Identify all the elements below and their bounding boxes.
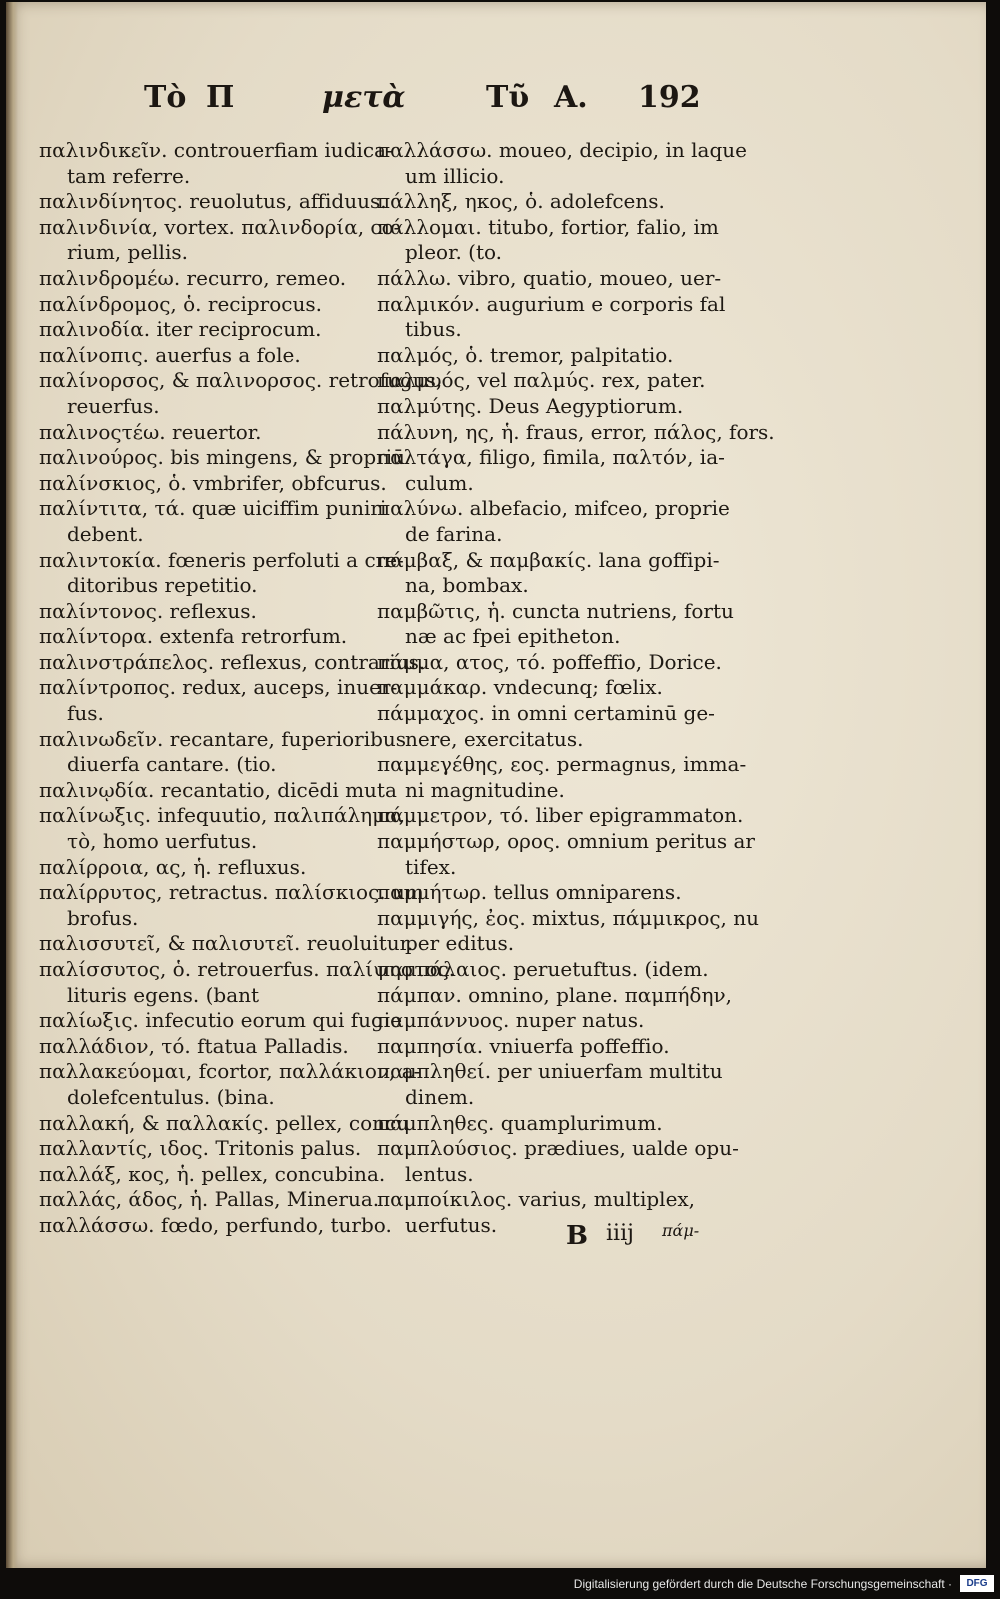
- entry-headline: παμμεγέθης, εος. permagnus, imma-: [377, 752, 747, 777]
- entry-headline: παλτάγα, filigo, fimila, παλτόν, ia-: [377, 445, 725, 470]
- header-left-word-2: Π: [206, 80, 235, 115]
- entry-headline: παλίνσκιος, ὁ. vmbrifer, obfcurus.: [39, 470, 387, 495]
- dictionary-entry: [39, 138, 393, 189]
- dictionary-entry: [39, 214, 401, 266]
- entry-continuation: na, bombax.: [405, 573, 529, 598]
- dictionary-entry: [39, 292, 379, 318]
- entry-headline: παλλάδιον, τό. ftatua Palladis.: [39, 1033, 349, 1058]
- entry-continuation: um illicio.: [405, 163, 505, 188]
- dictionary-entry: [39, 1034, 379, 1060]
- entry-headline: παλίνδρομος, ὁ. reciprocus.: [39, 291, 322, 316]
- entry-headline: παλμυός, vel παλμύς. rex, pater.: [377, 368, 706, 393]
- header-left-word-1: Τὸ: [144, 80, 187, 115]
- dictionary-entry: [377, 649, 722, 676]
- dictionary-entry: [39, 726, 407, 778]
- entry-continuation: ni magnitudine.: [405, 777, 565, 802]
- entry-headline: παλμύτης. Deus Aegyptiorum.: [377, 393, 684, 418]
- dictionary-entry: [377, 829, 755, 880]
- entry-continuation: uerfutus.: [405, 1212, 498, 1237]
- entry-headline: παλίσσυτος, ὁ. retrouerfus. παλίψηστος.: [39, 957, 456, 981]
- entry-continuation: næ ac fpei epitheton.: [405, 624, 621, 649]
- dfg-logo: DFG: [960, 1575, 994, 1592]
- entry-headline: πάλλω. vibro, quatio, moueo, uer-: [377, 265, 722, 290]
- dictionary-entry: [39, 880, 424, 931]
- entry-headline: πάμμαχος. in omni certaminū ge-: [377, 701, 715, 726]
- dictionary-entry: [39, 368, 443, 419]
- dictionary-entry: [39, 1161, 386, 1188]
- entry-headline: πάμπαν. omnino, plane. παμπήδην,: [377, 982, 732, 1007]
- dictionary-entry: [39, 777, 397, 804]
- entry-headline: παλινωδεῖν. recantare, fuperioribus: [39, 726, 407, 751]
- entry-headline: παμμήστωρ, ορος. omnium peritus ar: [377, 829, 755, 854]
- entry-headline: παλισσυτεῖ, & παλισυτεῖ. reuoluitur.: [39, 931, 414, 956]
- dictionary-entry: [39, 803, 406, 854]
- entry-headline: παλμός, ὁ. tremor, palpitatio.: [377, 342, 674, 367]
- dictionary-entry: [377, 803, 744, 829]
- dictionary-entry: [377, 880, 717, 906]
- dictionary-entry: [377, 215, 717, 266]
- dictionary-entry: [39, 1008, 403, 1034]
- entry-continuation: debent.: [67, 521, 144, 546]
- entry-continuation: tam referre.: [67, 163, 191, 188]
- dictionary-entry: [377, 138, 747, 189]
- dictionary-entry: [39, 1110, 410, 1137]
- dictionary-entry: [377, 675, 717, 701]
- entry-headline: παλίντροπος. redux, auceps, inuer-: [39, 675, 398, 700]
- signature-mark-letter: B: [566, 1221, 588, 1251]
- entry-headline: παμπάλαιος. peruetuftus. (idem.: [377, 957, 709, 981]
- entry-continuation: lentus.: [405, 1161, 474, 1186]
- entry-headline: παλινδρομέω. recurro, remeo.: [39, 265, 347, 290]
- dictionary-entry: [39, 931, 414, 957]
- signature-mark-number: iiij: [606, 1221, 634, 1246]
- dictionary-entry: [39, 317, 379, 343]
- entry-headline: παμπληθεί. per uniuerfam multitu: [377, 1059, 723, 1084]
- entry-headline: παλίνορσος, & παλινορσος. retrofugus,: [39, 368, 443, 393]
- entry-continuation: dinem.: [405, 1084, 475, 1109]
- entry-headline: παλίντορα. extenfa retrorfum.: [39, 624, 348, 649]
- entry-headline: παλλάσσω. fœdo, perfundo, turbo.: [39, 1212, 392, 1237]
- dictionary-entry: [377, 1111, 717, 1137]
- dictionary-entry: [377, 445, 725, 496]
- entry-headline: πάλλομαι. titubo, fortior, falio, im: [377, 214, 719, 239]
- entry-headline: παλύνω. albefacio, mifceo, proprie: [377, 496, 730, 521]
- entry-headline: παλίνοπις. auerfus a fole.: [39, 342, 301, 367]
- entry-headline: παλλάσσω. moueo, decipio, in laque: [377, 138, 747, 162]
- dictionary-entry: [377, 1008, 717, 1034]
- dictionary-entry: [377, 982, 732, 1009]
- entry-continuation: tifex.: [405, 854, 457, 879]
- page-gutter-shadow: [6, 2, 18, 1568]
- dictionary-entry: [377, 547, 720, 599]
- entry-headline: παλινοδία. iter reciprocum.: [39, 317, 322, 342]
- entry-headline: παλινοςτέω. reuertor.: [39, 419, 262, 444]
- dictionary-entry: [39, 496, 387, 547]
- entry-headline: παλλαντίς, ιδος. Tritonis palus.: [39, 1136, 362, 1161]
- dictionary-entry: [377, 496, 730, 547]
- entry-headline: παλινδινία, vortex. παλινδορία, co-: [39, 214, 401, 239]
- entry-headline: παλίντιτα, τά. quæ uiciffim puniri: [39, 496, 387, 521]
- entry-headline: παμπάννυος. nuper natus.: [377, 1008, 645, 1033]
- dictionary-entry: [39, 266, 379, 292]
- entry-headline: πάλληξ, ηκος, ὁ. adolefcens.: [377, 189, 665, 214]
- dictionary-entry: [39, 189, 387, 215]
- entry-continuation: de farina.: [405, 521, 503, 546]
- entry-headline: παμπλούσιος. prædiues, ualde opu-: [377, 1136, 739, 1161]
- dictionary-entry: [377, 394, 717, 420]
- dictionary-entry: [39, 420, 379, 446]
- entry-headline: παμμιγής, ἐος. mixtus, πάμμικρος, nu: [377, 905, 760, 930]
- entry-headline: παμμήτωρ. tellus omniparens.: [377, 880, 682, 905]
- dictionary-entry: [377, 752, 747, 803]
- entry-headline: παλινδικεῖν. controuerfiam iudica-: [39, 138, 393, 162]
- entry-headline: παλλακή, & παλλακίς. pellex, concu: [39, 1110, 410, 1135]
- entry-continuation: brofus.: [67, 905, 139, 930]
- entry-continuation: τὸ, homo uerfutus.: [67, 829, 258, 854]
- entry-headline: παλλακεύομαι, fcortor, παλλάκιον, a-: [39, 1059, 421, 1084]
- entry-headline: παλίωξις. infecutio eorum qui fugie: [39, 1008, 403, 1033]
- entry-continuation: culum.: [405, 470, 474, 495]
- book-page: [6, 2, 986, 1568]
- entry-headline: παλινδίνητος. reuolutus, affiduus.: [39, 189, 387, 214]
- entry-headline: παλλάξ, κος, ἡ. pellex, concubina.: [39, 1161, 386, 1186]
- dictionary-entry: [377, 189, 717, 215]
- entry-headline: παλίρροια, ας, ἡ. refluxus.: [39, 854, 307, 879]
- credit-text: Digitalisierung gefördert durch die Deutsche Forschungsgemeinschaft ·: [573, 1577, 952, 1591]
- dictionary-entry: [39, 957, 456, 1008]
- entry-headline: παλμικόν. augurium e corporis fal: [377, 291, 726, 316]
- dictionary-entry: [39, 445, 406, 471]
- dictionary-entry: [377, 368, 717, 394]
- dictionary-entry: [39, 1059, 421, 1110]
- entry-continuation: diuerfa cantare. (tio.: [67, 752, 277, 777]
- dictionary-entry: [39, 599, 379, 625]
- entry-continuation: per editus.: [405, 931, 515, 956]
- dictionary-entry: [377, 343, 717, 369]
- entry-headline: παλίνωξις. infequutio, παλιπάλημα,: [39, 803, 406, 828]
- dictionary-entry: [39, 547, 404, 599]
- dictionary-entry: [39, 649, 426, 676]
- entry-headline: παμμάκαρ. vndecunq; fœlix.: [377, 675, 663, 700]
- running-header: [6, 80, 986, 130]
- dictionary-entry: [377, 1034, 717, 1060]
- dictionary-entry: [39, 855, 379, 881]
- entry-headline: παλλάς, άδος, ἡ. Pallas, Minerua.: [39, 1187, 380, 1212]
- dictionary-entry: [377, 419, 775, 446]
- entry-headline: παλινούρος. bis mingens, & propriū: [39, 445, 406, 470]
- right-column: [377, 138, 775, 1239]
- dictionary-entry: [377, 265, 722, 292]
- dictionary-entry: [377, 957, 717, 983]
- entry-continuation: lituris egens. (bant: [67, 982, 260, 1007]
- dictionary-entry: [377, 905, 760, 957]
- dictionary-entry: [377, 701, 717, 752]
- entry-headline: παλίντονος. reflexus.: [39, 598, 257, 623]
- entry-headline: πάμμα, ατος, τό. poffeffio, Dorice.: [377, 649, 722, 674]
- entry-headline: παλιντοκία. fœneris perfoluti a cre-: [39, 547, 404, 572]
- dictionary-entry: [39, 1187, 379, 1213]
- entry-continuation: nere, exercitatus.: [405, 726, 584, 751]
- header-right-word-2: Α.: [554, 80, 588, 115]
- entry-continuation: reuerfus.: [67, 393, 160, 418]
- entry-headline: παμποίκιλος. varius, multiplex,: [377, 1187, 696, 1212]
- catchword: πάμ-: [662, 1221, 700, 1240]
- dictionary-entry: [39, 624, 379, 650]
- dictionary-entry: [39, 470, 387, 497]
- header-right-word-1: Τῦ: [486, 80, 530, 115]
- entry-headline: πάλυνη, ης, ἡ. fraus, error, πάλος, fors.: [377, 419, 775, 444]
- entry-continuation: rium, pellis.: [67, 240, 188, 265]
- dictionary-entry: [377, 598, 734, 650]
- dictionary-entry: [377, 1059, 723, 1110]
- entry-headline: πάμβαξ, & παμβακίς. lana goffipi-: [377, 547, 720, 572]
- page-footer: [6, 1221, 986, 1261]
- entry-headline: παμβῶτις, ἡ. cuncta nutriens, fortu: [377, 598, 734, 623]
- credit-bar: [0, 1568, 1000, 1599]
- dictionary-entry: [377, 291, 726, 343]
- entry-headline: παλίρρυτος, retractus. παλίσκιος. um: [39, 880, 424, 905]
- page-number: 192: [638, 80, 701, 115]
- dictionary-entry: [39, 1136, 379, 1162]
- entry-headline: πάμπληθες. quamplurimum.: [377, 1110, 663, 1135]
- dictionary-entry: [39, 343, 379, 369]
- dictionary-entry: [39, 675, 398, 726]
- entry-continuation: fus.: [67, 701, 104, 726]
- header-middle-word: μετὰ: [322, 80, 406, 115]
- entry-headline: παλινῳδία. recantatio, dicēdi muta: [39, 777, 397, 802]
- entry-continuation: tibus.: [405, 317, 462, 342]
- entry-continuation: pleor. (to.: [405, 240, 503, 265]
- entry-headline: παλινστράπελος. reflexus, contrarius.: [39, 649, 426, 674]
- dictionary-entry: [377, 1136, 739, 1187]
- entry-headline: πάμμετρον, τό. liber epigrammaton.: [377, 803, 744, 828]
- entry-continuation: dolefcentulus. (bina.: [67, 1084, 275, 1109]
- entry-continuation: ditoribus repetitio.: [67, 573, 258, 598]
- entry-headline: παμπησία. vniuerfa poffeffio.: [377, 1033, 670, 1058]
